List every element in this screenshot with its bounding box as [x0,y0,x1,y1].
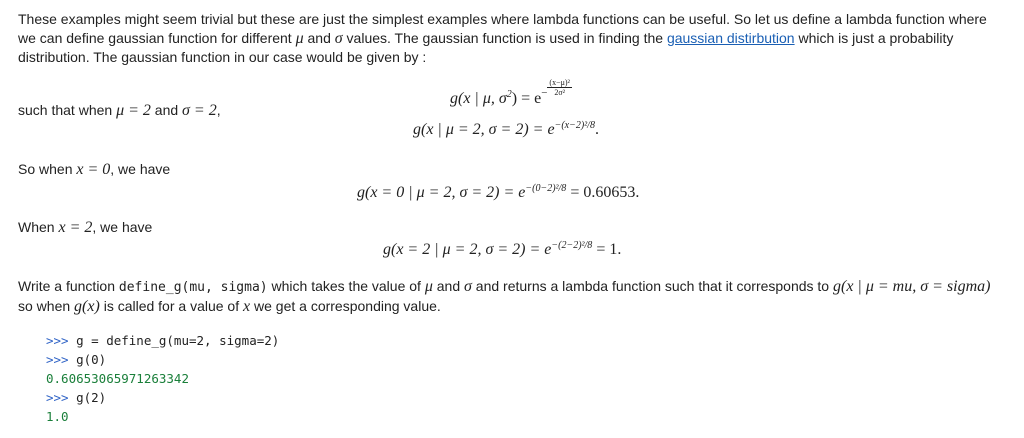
prompt-3: >>> [46,390,69,405]
eq1-numerator: (x−μ)² [549,78,570,87]
such-that-comma: , [216,102,221,118]
task-sigma: σ [464,278,472,295]
task-math: g(x | μ = mu, σ = sigma) [833,278,991,295]
eq4-text: g(x = 2 | μ = 2, σ = 2) = e [383,241,552,258]
code-line-2: g(0) [68,352,107,367]
eq3-text: g(x = 0 | μ = 2, σ = 2) = e [357,184,526,201]
x-equals-2: x = 2 [58,219,93,236]
eq1-mid: ) = e [511,90,542,107]
task-and: and [432,278,464,294]
eq1-lhs: g(x | μ, σ [450,90,507,107]
so-when-text-2: , we have [110,161,171,177]
equation-2 [413,120,599,139]
sigma-symbol: σ [334,30,343,47]
task-text-2: which takes the value of [267,278,425,294]
such-that-and: and [150,102,183,118]
task-text-1: Write a function [18,278,119,294]
task-paragraph [18,277,1008,316]
task-text-6: we get a corresponding value. [250,298,441,314]
equation-3 [357,183,639,202]
intro-text-1: These examples might seem trivial but these are just the simplest examples where lambda functions can be useful. So let us define a lambda function where we can define gaussian function for different [18,11,987,46]
gaussian-distribution-link[interactable]: gaussian distirbution [666,30,795,46]
code-output-2: 1.0 [46,409,69,424]
task-mu: μ [424,278,433,295]
task-text-3: and returns a lambda function such that it corresponds to [471,278,833,294]
such-that-text: such that when [18,102,117,118]
function-signature: define_g(mu, sigma) [118,280,268,295]
task-x: x [243,298,251,315]
mu-equals: μ = 2 [116,102,151,119]
code-example [46,331,279,426]
code-output-1: 0.60653065971263342 [46,371,189,386]
intro-paragraph [18,10,1008,67]
code-line-3: g(2) [68,390,107,405]
eq1-minus: − [541,87,548,99]
eq4-result: = 1. [592,241,622,258]
eq3-result: = 0.60653. [566,184,640,201]
intro-text-2: values. The gaussian function is used in finding the [342,30,667,46]
task-gx: g(x) [74,298,100,315]
eq2-text: g(x | μ = 2, σ = 2) = e [413,121,555,138]
code-line-1: g = define_g(mu=2, sigma=2) [68,333,280,348]
eq2-exponent: −(x−2)²/8 [554,120,595,131]
eq4-exponent: −(2−2)²/8 [551,240,593,251]
when-line [18,218,1008,237]
x-equals-0: x = 0 [76,161,111,178]
so-when-text: So when [18,161,77,177]
equation-4 [383,240,621,259]
prompt-1: >>> [46,333,69,348]
eq1-exponent-fraction [547,78,572,97]
eq2-end: . [594,121,599,138]
sigma-equals: σ = 2 [182,102,217,119]
eq3-exponent: −(0−2)²/8 [525,183,567,194]
when-text: When [18,219,59,235]
when-text-2: , we have [92,219,153,235]
task-text-4: so when [18,298,75,314]
intro-text-3: which is just a probability distribution. The gaussian function in our case would be given by : [18,30,954,65]
eq1-square: 2 [506,89,512,100]
eq1-denominator: 2σ² [554,88,566,97]
mu-symbol: μ [295,30,304,47]
intro-and: and [303,30,335,46]
prompt-2: >>> [46,352,69,367]
task-text-5: is called for a value of [99,298,243,314]
such-that-line [18,101,1008,120]
so-when-line [18,160,1008,179]
